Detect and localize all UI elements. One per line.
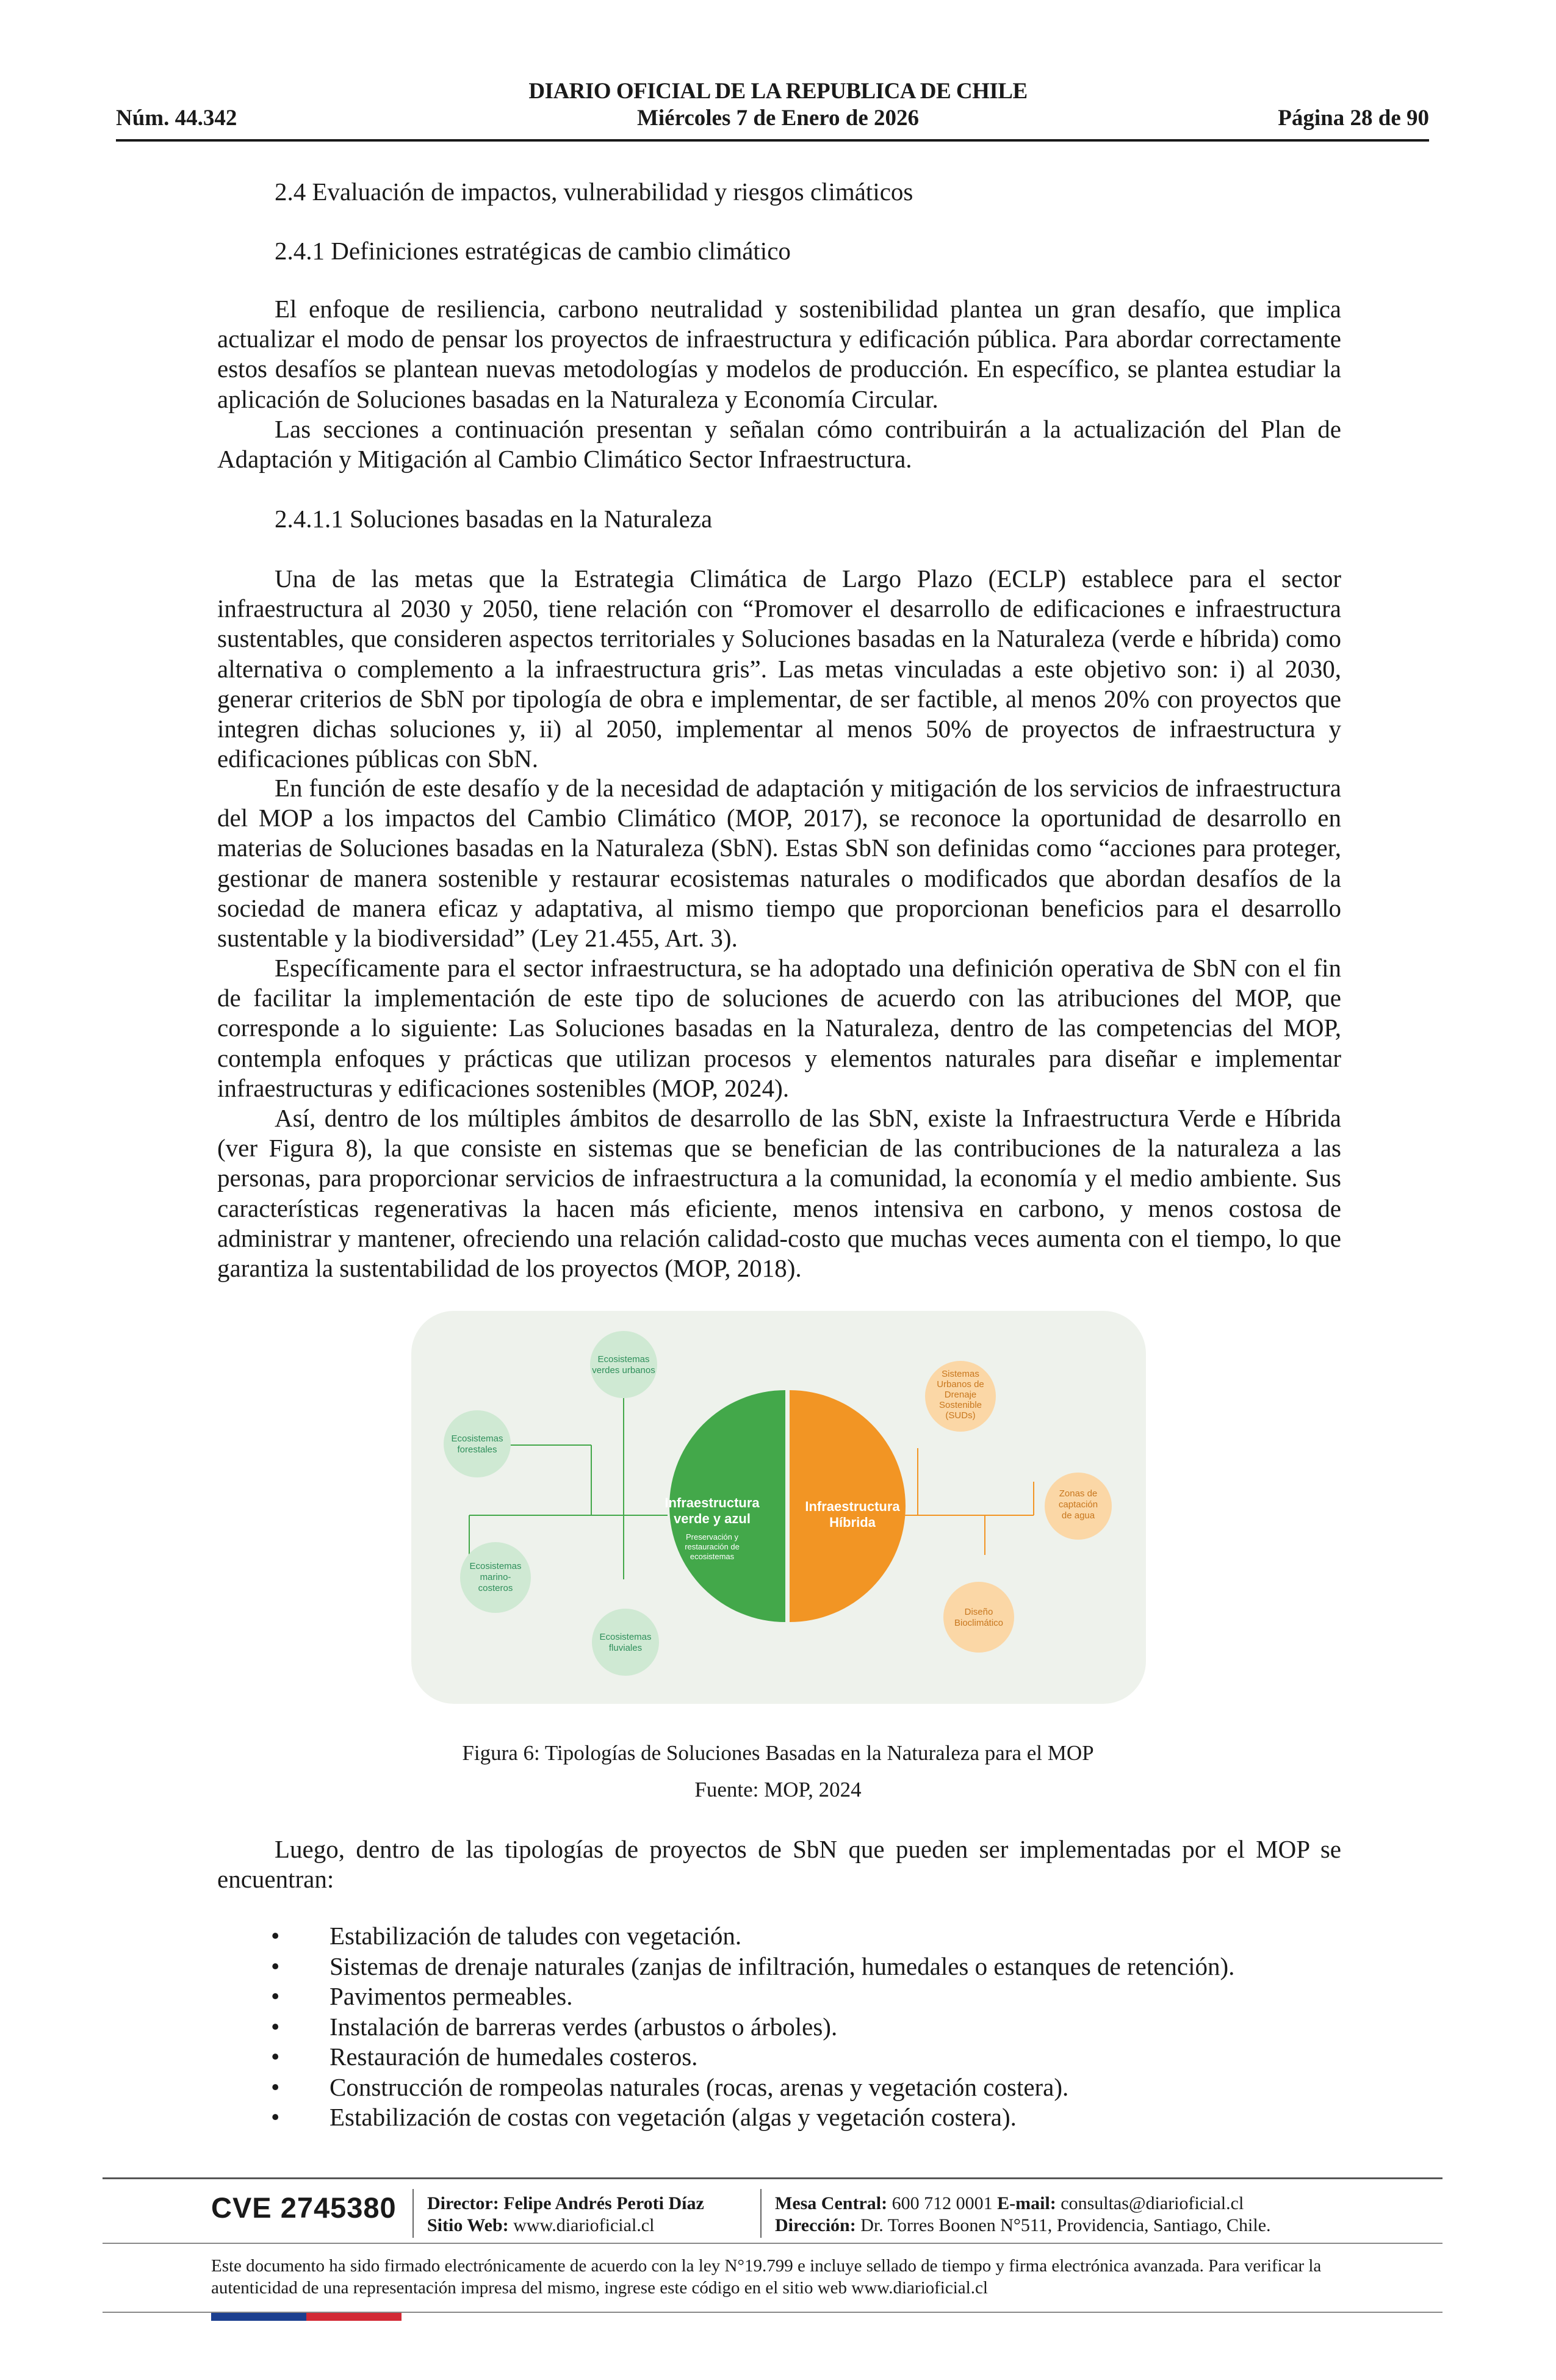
- suds-line4: Sostenible: [938, 1400, 982, 1410]
- bioclimatic-design-line2: Bioclimático: [954, 1618, 1004, 1628]
- list-item-text: Estabilización de taludes con vegetación.: [330, 1922, 742, 1950]
- paragraph-2: Las secciones a continuación presentan y señalan cómo contribuirán a la actualización del Plan de Adaptación y Mitigación al Cambio Climático Sector Infraestructura.: [217, 415, 1341, 474]
- website-link[interactable]: www.diarioficial.cl: [513, 2215, 655, 2235]
- green-title-line2: verde y azul: [674, 1511, 751, 1526]
- list-item-text: Construcción de rompeolas naturales (rocas, arenas y vegetación costera).: [330, 2072, 1069, 2101]
- coastal-ecosystems-line2: marino-: [480, 1572, 511, 1582]
- water-catchment-line1: Zonas de: [1059, 1488, 1098, 1499]
- subsection-heading: 2.4.1 Definiciones estratégicas de cambio climático: [275, 237, 791, 265]
- river-ecosystems-line1: Ecosistemas: [599, 1632, 652, 1642]
- bioclimatic-design-node: [943, 1582, 1014, 1653]
- hybrid-title-line2: Híbrida: [829, 1515, 876, 1530]
- list-item-text: Pavimentos permeables.: [330, 1982, 573, 2010]
- bullet-glyph: •: [271, 1982, 280, 2010]
- urban-ecosystems-node: [590, 1331, 657, 1398]
- website-label: Sitio Web:: [427, 2215, 509, 2235]
- water-catchment-line3: de agua: [1061, 1510, 1095, 1521]
- address-line: [775, 2215, 1271, 2237]
- header-rule: [116, 139, 1429, 142]
- list-item: [217, 2072, 1377, 2103]
- figure-source: Fuente: MOP, 2024: [694, 1778, 862, 1801]
- paragraph-7: Luego, dentro de las tipologías de proyectos de SbN que pueden ser implementadas por el MOP se encuentran:: [217, 1835, 1341, 1894]
- bullet-glyph: •: [271, 2012, 280, 2041]
- coastal-ecosystems-line3: costeros: [478, 1583, 513, 1593]
- paragraph-4: En función de este desafío y de la necesidad de adaptación y mitigación de los servicios de infraestructura del MOP a los impactos del Cambio Climático (MOP, 2017), se reconoce la oportunidad de desarrollo en materias de Soluciones basadas en la Naturaleza (SbN). Estas SbN son definidas como “acciones para proteger, gestionar de manera sostenible y restaurar ecosistemas naturales o modificados que abordan desafíos de la sociedad de manera eficaz y adaptativa, al mismo tiempo que proporcionan beneficios para el desarrollo sustentable y la biodiversidad” (Ley 21.455, Art. 3).: [217, 774, 1341, 953]
- cve-code: CVE 2745380: [211, 2191, 397, 2224]
- bullet-glyph: •: [271, 1922, 280, 1950]
- section-heading: 2.4 Evaluación de impactos, vulnerabilidad y riesgos climáticos: [275, 178, 913, 206]
- green-sub-line2: restauración de: [685, 1542, 740, 1551]
- list-item: [217, 1982, 1377, 2012]
- director-name: Felipe Andrés Peroti Díaz: [503, 2193, 704, 2213]
- suds-line2: Urbanos de: [937, 1379, 984, 1390]
- page-number: Página 28 de 90: [1278, 106, 1429, 131]
- bullet-glyph: •: [271, 2103, 280, 2131]
- green-title-line1: Infraestructura: [665, 1495, 760, 1510]
- paragraph-5: Específicamente para el sector infraestructura, se ha adoptado una definición operativa de SbN con el fin de facilitar la implementación de este tipo de soluciones de acuerdo con las atribuciones del MOP, que corresponde a lo siguiente: Las Soluciones basadas en la Naturaleza, dentro de las competencias del MOP, contempla enfoques y prácticas que utilizan procesos y elementos naturales para diseñar e implementar infraestructuras y edificaciones sostenibles (MOP, 2024).: [217, 954, 1341, 1102]
- list-item-text: Instalación de barreras verdes (arbustos o árboles).: [330, 2012, 838, 2041]
- suds-line5: (SUDs): [945, 1410, 976, 1421]
- list-item: [217, 2012, 1377, 2043]
- mesa-label: Mesa Central:: [775, 2193, 888, 2213]
- list-item: [217, 2042, 1377, 2072]
- issue-number: Núm. 44.342: [116, 106, 237, 131]
- bullet-glyph: •: [271, 2043, 280, 2071]
- figure-caption: Figura 6: Tipologías de Soluciones Basadas en la Naturaleza para el MOP: [462, 1741, 1094, 1765]
- forest-ecosystems-line2: forestales: [457, 1444, 497, 1455]
- list-item-text: Sistemas de drenaje naturales (zanjas de infiltración, humedales o estanques de retención).: [330, 1952, 1235, 1980]
- footer-separator: [760, 2189, 762, 2238]
- website-line: [427, 2215, 654, 2237]
- director-label: Director:: [427, 2193, 499, 2213]
- suds-line3: Drenaje: [944, 1390, 977, 1400]
- suds-line1: Sistemas: [942, 1369, 979, 1379]
- director-line: [427, 2193, 704, 2215]
- issue-date: Miércoles 7 de Enero de 2026: [636, 106, 920, 131]
- green-sub-line1: Preservación y: [686, 1532, 738, 1542]
- river-ecosystems-node: [592, 1609, 659, 1676]
- email-link[interactable]: consultas@diarioficial.cl: [1061, 2193, 1244, 2213]
- footer-rule-middle: [103, 2243, 1443, 2244]
- hybrid-title-line1: Infraestructura: [805, 1499, 900, 1514]
- mesa-phone: 600 712 0001: [891, 2193, 993, 2213]
- email-label: E-mail:: [997, 2193, 1056, 2213]
- bullet-glyph: •: [271, 1952, 280, 1980]
- paragraph-3: Una de las metas que la Estrategia Climática de Largo Plazo (ECLP) establece para el sector infraestructura al 2030 y 2050, tiene relación con “Promover el desarrollo de edificaciones e infraestructura sustentables, que consideren aspectos territoriales y Soluciones basadas en la Naturaleza (verde e híbrida) como alternativa o complemento a la infraestructura gris”. Las metas vinculadas a este objetivo son: i) al 2030, generar criterios de SbN por tipología de obra e implementar, de ser factible, al menos 20% con proyectos que integren dichas soluciones y, ii) al 2050, implementar al menos 50% de proyectos de infraestructura y edificaciones públicas con SbN.: [217, 564, 1341, 773]
- contact-line: [775, 2193, 1244, 2215]
- flag-stripe-blue: [211, 2313, 306, 2321]
- address-label: Dirección:: [775, 2215, 856, 2235]
- coastal-ecosystems-line1: Ecosistemas: [469, 1561, 522, 1571]
- list-item: [217, 1952, 1377, 1982]
- list-item-text: Estabilización de costas con vegetación (algas y vegetación costera).: [330, 2103, 1017, 2131]
- urban-ecosystems-line1: Ecosistemas: [597, 1354, 650, 1365]
- forest-ecosystems-line1: Ecosistemas: [451, 1433, 503, 1444]
- river-ecosystems-line2: fluviales: [608, 1643, 643, 1653]
- water-catchment-line2: captación: [1058, 1499, 1098, 1510]
- legal-notice: Este documento ha sido firmado electrónicamente de acuerdo con la ley N°19.799 e incluye sellado de tiempo y firma electrónica avanzada. Para verificar la autenticidad de una representación impresa del mismo, ingrese este código en el sitio web www.diarioficial.cl: [211, 2256, 1322, 2298]
- sbn-project-list: [217, 1921, 1377, 2133]
- bioclimatic-design-line1: Diseño: [964, 1607, 993, 1617]
- paragraph-6: Así, dentro de los múltiples ámbitos de desarrollo de las SbN, existe la Infraestructura Verde e Híbrida (ver Figura 8), la que consiste en sistemas que se benefician de las contribuciones de la naturaleza a las personas, para proporcionar servicios de infraestructura a la comunidad, la economía y el medio ambiente. Sus características regenerativas la hacen más eficiente, menos intensiva en carbono, y menos costosa de administrar y mantener, ofreciendo una relación calidad-costo que muchas veces aumenta con el tiempo, lo que garantiza la sustentabilidad de los proyectos (MOP, 2018).: [217, 1104, 1341, 1283]
- address-text: Dr. Torres Boonen N°511, Providencia, Santiago, Chile.: [860, 2215, 1271, 2235]
- list-item: [217, 1921, 1377, 1952]
- list-item: [217, 2102, 1377, 2133]
- forest-ecosystems-node: [444, 1410, 511, 1477]
- flag-stripe-red: [306, 2313, 402, 2321]
- sbn-typology-diagram: [411, 1311, 1146, 1704]
- green-sub-line3: ecosistemas: [690, 1552, 735, 1561]
- bullet-glyph: •: [271, 2072, 280, 2101]
- footer-separator: [412, 2189, 414, 2238]
- footer-rule-top: [103, 2177, 1443, 2179]
- paragraph-1: El enfoque de resiliencia, carbono neutralidad y sostenibilidad plantea un gran desafío, que implica actualizar el modo de pensar los proyectos de infraestructura y edificación pública. Para abordar correctamente estos desafíos se plantean nuevas metodologías y modelos de producción. En específico, se plantea estudiar la aplicación de Soluciones basadas en la Naturaleza y Economía Circular.: [217, 295, 1341, 413]
- list-item-text: Restauración de humedales costeros.: [330, 2043, 698, 2071]
- urban-ecosystems-line2: verdes urbanos: [592, 1365, 655, 1376]
- publication-title: DIARIO OFICIAL DE LA REPUBLICA DE CHILE: [528, 79, 1028, 104]
- subsubsection-heading: 2.4.1.1 Soluciones basadas en la Naturaleza: [275, 505, 713, 533]
